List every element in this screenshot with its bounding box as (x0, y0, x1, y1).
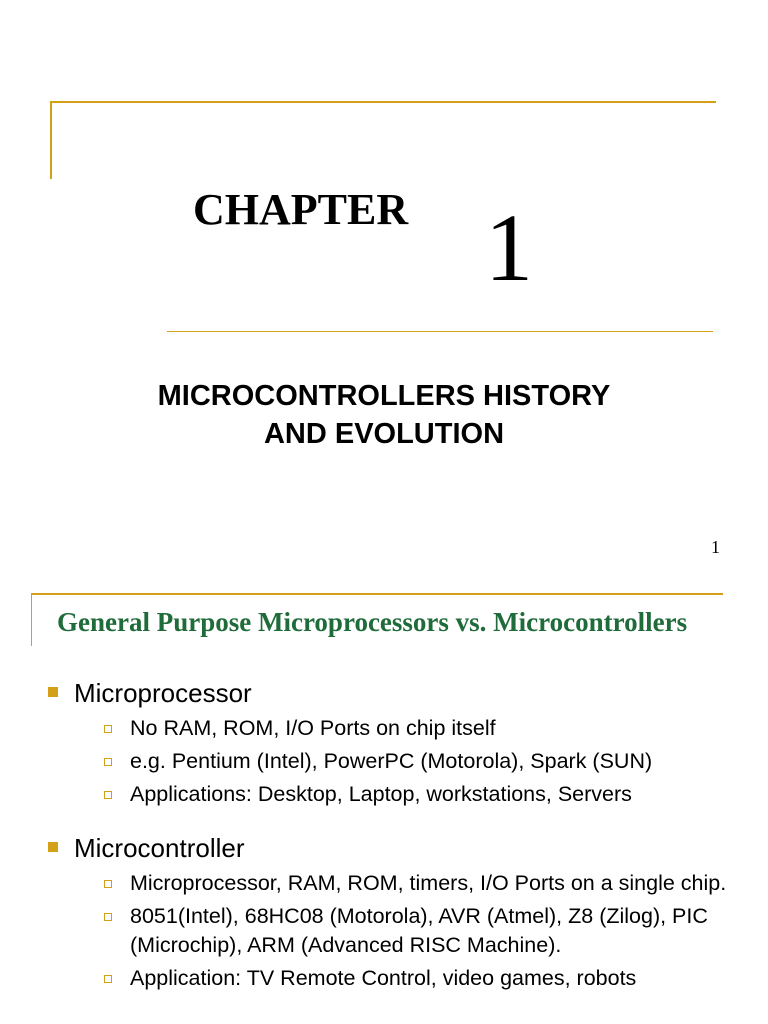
sub-bullet-text: e.g. Pentium (Intel), PowerPC (Motorola), Spark (SUN) (130, 749, 653, 773)
sub-bullet-text: Microprocessor, RAM, ROM, timers, I/O Ports on a single chip. (130, 871, 727, 895)
sub-bullet-text: 8051(Intel), 68HC08 (Motorola), AVR (Atmel), Z8 (Zilog), PIC (Microchip), ARM (Advanced RISC Machine). (130, 904, 708, 957)
hollow-square-bullet-icon (104, 975, 112, 983)
hollow-square-bullet-icon (104, 725, 112, 733)
chapter-title-line-1: MICROCONTROLLERS HISTORY (157, 380, 611, 412)
sub-bullet-text: Applications: Desktop, Laptop, workstations, Servers (130, 782, 632, 806)
chapter-number: 1 (485, 194, 533, 301)
sub-bullet-text: Application: TV Remote Control, video games, robots (130, 966, 637, 990)
list-item (46, 831, 736, 993)
list-item (102, 964, 736, 993)
list-item (102, 747, 736, 776)
hollow-square-bullet-icon (104, 791, 112, 799)
list-item (102, 780, 736, 809)
sub-bullet-list (74, 869, 736, 993)
bullet-label: Microcontroller (74, 833, 245, 863)
list-item (102, 869, 736, 898)
hollow-square-bullet-icon (104, 880, 112, 888)
accent-rule-top-2 (31, 593, 723, 595)
chapter-label: CHAPTER (193, 185, 409, 234)
page-number: 1 (711, 537, 720, 557)
list-item (102, 714, 736, 743)
slide-title: General Purpose Microprocessors vs. Microcontrollers (57, 607, 688, 637)
square-bullet-icon (48, 842, 58, 852)
sub-bullet-text: No RAM, ROM, I/O Ports on chip itself (130, 716, 496, 740)
chapter-title (0, 377, 768, 453)
accent-rule-left (50, 101, 52, 179)
chapter-title-line-2: AND EVOLUTION (263, 418, 505, 450)
bullet-label: Microprocessor (74, 678, 252, 708)
accent-rule-left-2 (31, 593, 32, 646)
hollow-square-bullet-icon (104, 758, 112, 766)
sub-bullet-list (74, 714, 736, 809)
hollow-square-bullet-icon (104, 913, 112, 921)
bullet-list (46, 676, 736, 993)
list-item (102, 902, 736, 960)
list-item (46, 676, 736, 809)
accent-rule-top (51, 101, 716, 103)
square-bullet-icon (48, 687, 58, 697)
accent-rule-middle (167, 331, 713, 332)
